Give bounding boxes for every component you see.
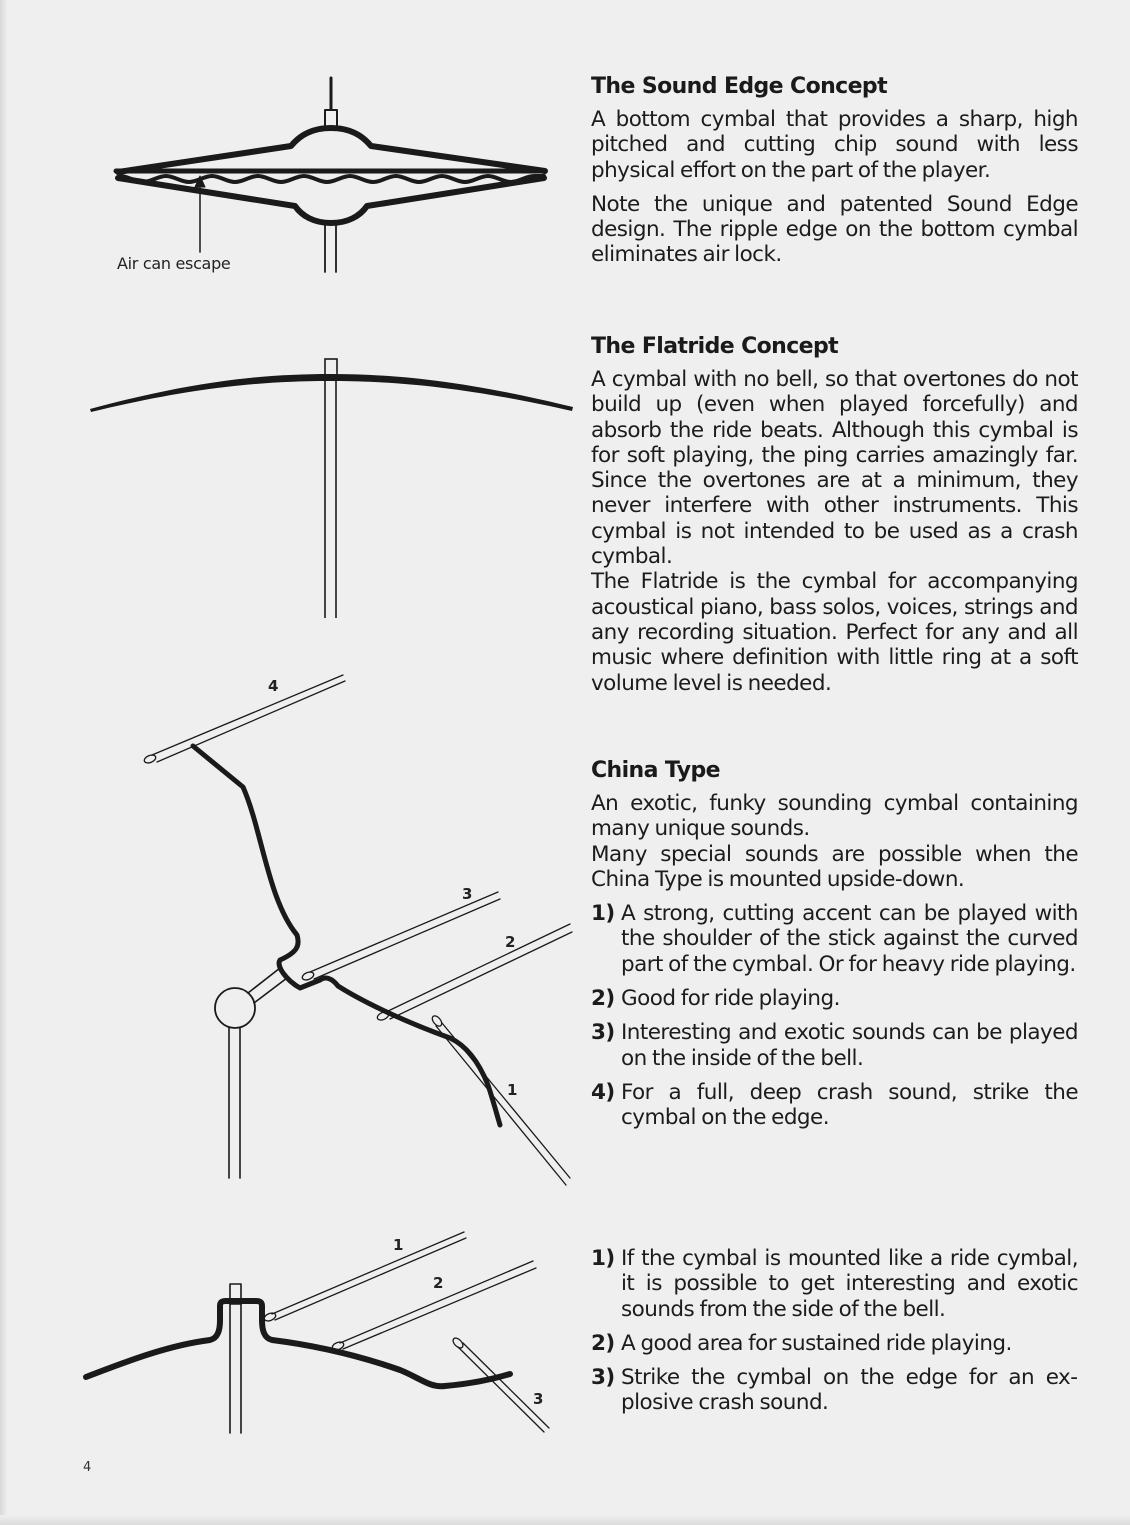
section-title-sound-edge: The Sound Edge Concept	[591, 74, 887, 99]
china-tilter-arm-top	[248, 968, 280, 993]
china-paragraph-1: An exotic, funky sounding cymbal containing many unique sounds.	[591, 791, 1078, 842]
section-china-ride	[591, 1246, 1078, 1416]
list-number: 3)	[591, 1365, 615, 1391]
china-ride-illustration	[86, 1232, 549, 1433]
list-text: Strike the cymbal on the edge for an explosive crash sound.	[621, 1365, 1078, 1416]
sound-edge-top-cymbal	[118, 128, 545, 172]
china-paragraph-2: Many special sounds are possible when the China Type is mounted upside-down.	[591, 841, 1078, 892]
section-title-flatride: The Flatride Concept	[591, 334, 839, 359]
list-text: Good for ride playing.	[621, 986, 840, 1012]
china-label-3: 3	[462, 885, 473, 903]
sound-edge-bottom-cymbal	[118, 178, 544, 223]
ride-label-2: 2	[433, 1274, 444, 1292]
list-text: A good area for sustained ride playing.	[621, 1330, 1012, 1356]
section-title-china-type: China Type	[591, 758, 720, 783]
section-flatride	[591, 333, 1078, 696]
drumstick-3	[301, 892, 500, 981]
list-number: 2)	[591, 1330, 615, 1356]
china-list-item	[591, 1080, 1078, 1131]
section-sound-edge	[591, 73, 1078, 268]
list-number: 1)	[591, 1246, 615, 1271]
flatride-paragraph-2: The Flatride is the cymbal for accompanying acoustical piano, bass solos, voices, strings and any recording situation. Perfect for any and all music where definition with little ring at a soft volume level is needed.	[591, 569, 1078, 696]
china-list-item	[591, 1020, 1078, 1071]
flatride-illustration	[90, 359, 573, 618]
china-ride-list-item	[591, 1331, 1078, 1356]
section-china-type	[591, 757, 1078, 1131]
china-list-item	[591, 901, 1078, 977]
list-number: 3)	[591, 1020, 615, 1046]
sound-edge-paragraph-2: Note the unique and patented Sound Edge design. The ripple edge on the bottom cymbal eliminates air lock.	[591, 191, 1078, 268]
drumstick-4	[143, 675, 345, 764]
sound-edge-top-nut	[325, 110, 337, 127]
sound-edge-illustration	[116, 78, 545, 272]
ride-label-1: 1	[393, 1236, 404, 1254]
sound-edge-paragraph-1: A bottom cymbal that provides a sharp, high pitched and cutting chip sound with less physical effort on the part of the player.	[591, 107, 1078, 183]
drumstick-2	[376, 924, 572, 1022]
page-number: 4	[83, 1460, 92, 1475]
air-escape-caption: Air can escape	[117, 254, 231, 273]
ride-label-3: 3	[533, 1390, 544, 1408]
sound-edge-ripple-edge	[120, 176, 544, 182]
china-ride-cymbal-profile	[86, 1301, 510, 1386]
china-label-1: 1	[507, 1081, 518, 1099]
china-list-item	[591, 986, 1078, 1011]
china-tilter-arm-bottom	[254, 978, 287, 1003]
china-type-illustration	[143, 675, 572, 1185]
china-tilter-ball	[215, 988, 255, 1028]
list-text: A strong, cutting accent can be played with the shoulder of the stick against the curved part of the cymbal. Or for heavy ride playing.	[621, 901, 1078, 977]
china-ride-list-item	[591, 1246, 1078, 1322]
china-label-4: 4	[268, 677, 279, 695]
flatride-paragraph-1: A cymbal with no bell, so that overtones do not build up (even when played forcefully) and absorb the ride beats. Although this cymbal is for soft playing, the ping carries amazingly far. Since the overtones are at a minimum, they never interfere with other instruments. This cymbal is not intended to be used as a crash cymbal.	[591, 367, 1078, 570]
list-text: If the cymbal is mounted like a ride cymbal, it is possible to get interesting and exotic sounds from the side of the bell.	[621, 1246, 1078, 1322]
list-number: 4)	[591, 1079, 615, 1105]
china-cymbal-profile	[193, 746, 500, 1125]
list-text: Interesting and exotic sounds can be played on the inside of the bell.	[621, 1020, 1078, 1071]
china-label-2: 2	[505, 933, 516, 951]
list-number: 1)	[591, 901, 615, 927]
list-number: 2)	[591, 986, 615, 1012]
china-ride-list-item	[591, 1365, 1078, 1416]
list-text: For a full, deep crash sound, strike the cymbal on the edge.	[621, 1079, 1078, 1131]
